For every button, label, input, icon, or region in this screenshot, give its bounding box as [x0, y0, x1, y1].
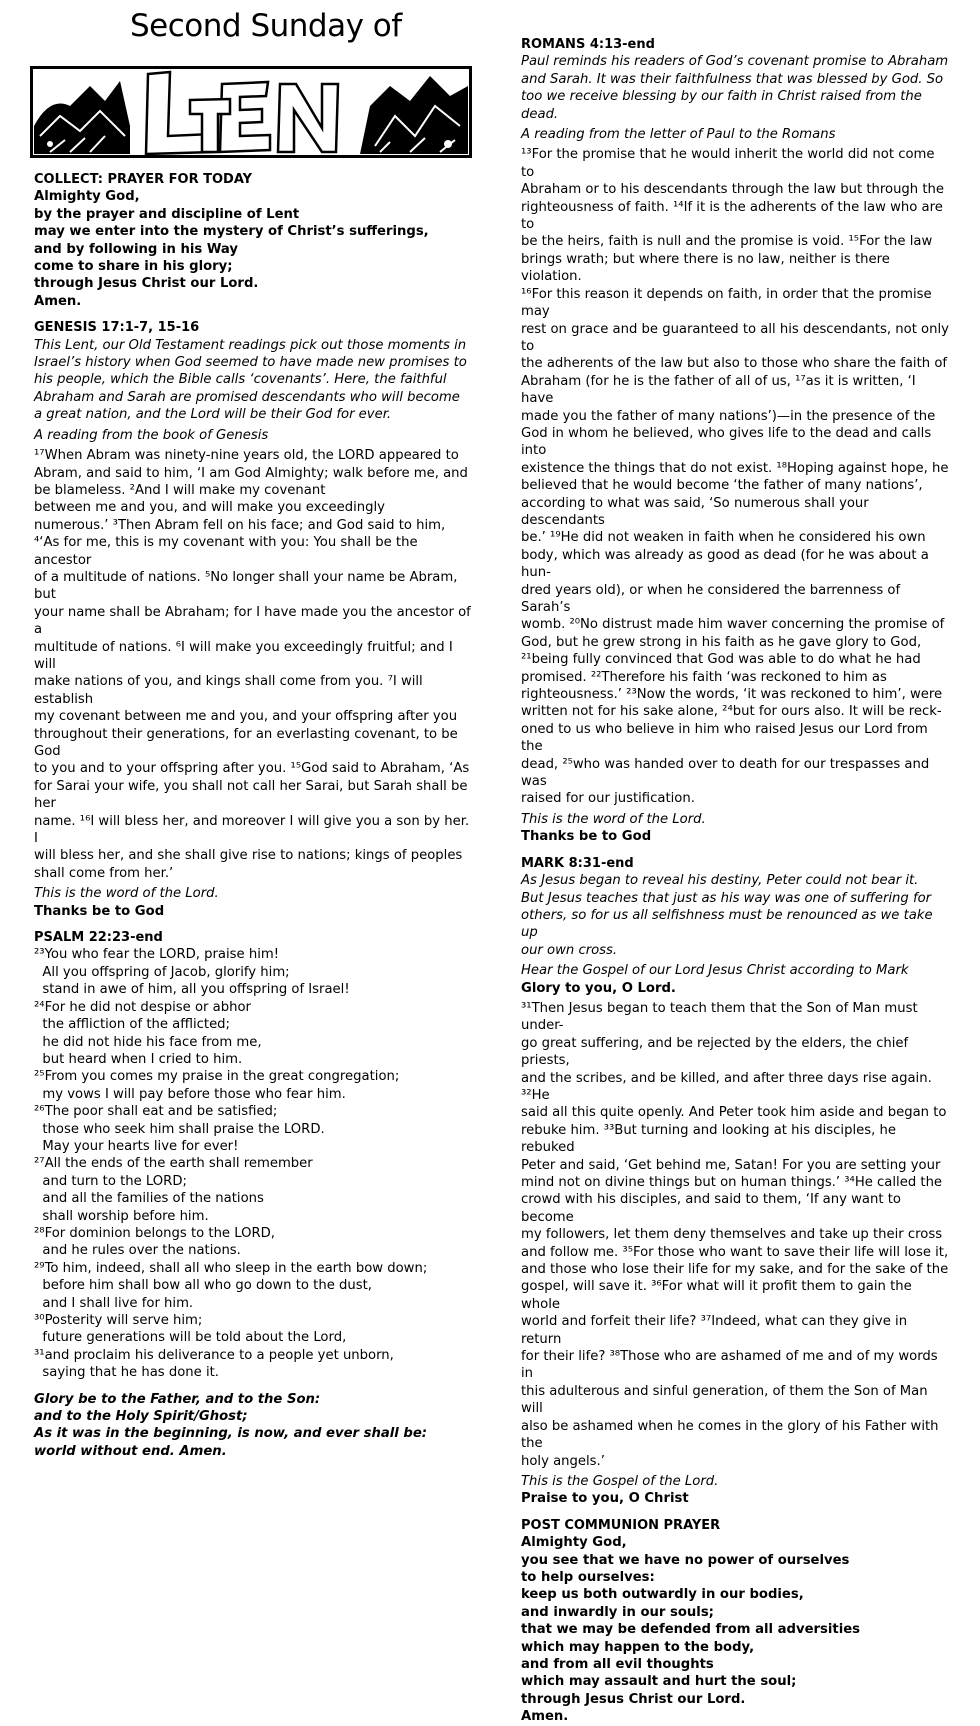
svg-text:LENT: LENT	[32, 56, 35, 57]
right-column	[521, 36, 949, 1726]
mark-closing: This is the Gospel of the Lord.	[521, 1473, 719, 1489]
mark-response: Praise to you, O Christ	[521, 1491, 689, 1507]
collect-heading: COLLECT: PRAYER FOR TODAY	[34, 172, 253, 187]
left-column	[34, 171, 472, 1460]
collect-prayer: Almighty God, by the prayer and discipline of Lent may we enter into the mystery of Christ’s sufferings, and by following in his Way come to share in his glory; through Jesus Christ our Lord. Amen.	[34, 189, 429, 309]
genesis-response: Thanks be to God	[34, 903, 165, 919]
romans-intro: Paul reminds his readers of God’s covenant promise to Abraham and Sarah. It was their faithfulness that was blessed by God. So too we receive blessing by our faith in Christ raised from the dead.	[521, 54, 949, 122]
genesis-intro: This Lent, our Old Testament readings pick out those moments in Israel’s history when God seemed to have made new promises to his people, which the Bible calls ‘covenants’. Here, the faithful Abraham and Sarah are promised descendants who will become a great nation, and the Lord will be their God for ever.	[34, 337, 467, 423]
romans-heading: ROMANS 4:13-end	[521, 37, 655, 52]
mark-acclaim: Glory to you, O Lord.	[521, 980, 676, 996]
genesis-text: ¹⁷When Abram was ninety-nine years old, the LORD appeared to Abram, and said to him, ‘I am God Almighty; walk before me, and be blameless. ²And I will make my covenant between me and you, and will make you exceedingly numerous.’ ³Then Abram fell on his face; and God said to him, ⁴‘As for me, this is my covenant with you: You shall be the ancestor of a multitude of nations. ⁵No longer shall your name be Abram, but your name shall be Abraham; for I have made you the ancestor of a multitude of nations. ⁶I will make you exceedingly fruitful; and I will make nations of you, and kings shall come from you. ⁷I will establish my covenant between me and you, and your offspring after you throughout their generations, for an everlasting covenant, to be God to you and to your offspring after you. ¹⁵God said to Abraham, ‘As for Sarai your wife, you shall not call her Sarai, but Sarah shall be her name. ¹⁶I will bless her, and moreover I will give you a son by her. I will bless her, and she shall give rise to nations; kings of peoples shall come from her.’	[34, 448, 471, 881]
post-communion-prayer: Almighty God, you see that we have no power of ourselves to help ourselves: keep us both outwardly in our bodies, and inwardly in our souls; that we may be defended from all adversities which may happen to the body, and from all evil thoughts which may assault and hurt the soul; through Jesus Christ our Lord. Amen.	[521, 1535, 861, 1725]
lent-banner	[30, 56, 472, 158]
mark-heading: MARK 8:31-end	[521, 855, 634, 871]
mark-intro: As Jesus began to reveal his destiny, Peter could not bear it. But Jesus teaches that just as his way was one of suffering for others, so for us all selfishness must be renounced as we take up our own cross.	[521, 873, 933, 958]
romans-text: ¹³For the promise that he would inherit the world did not come to Abraham or to his descendants through the law but through the righteousness of faith. ¹⁴If it is the adherents of the law who are to be the heirs, faith is null and the promise is void. ¹⁵For the law brings wrath; but where there is no law, neither is there violation. ¹⁶For this reason it depends on faith, in order that the promise may rest on grace and be guaranteed to all his descendants, not only to the adherents of the law but also to those who share the faith of Abraham (for he is the father of all of us, ¹⁷as it is written, ‘I have made you the father of many nations’)—in the presence of the God in whom he believed, who gives life to the dead and calls into existence the things that do not exist. ¹⁸Hoping against hope, he believed that he would become ‘the father of many nations’, according to what was said, ‘So numerous shall your descendants be.’ ¹⁹He did not weaken in faith when he considered his own body, which was already as good as dead (for he was about a hun- dred years old), or when he considered the barrenness of Sarah’s womb. ²⁰No distrust made him waver concerning the promise of God, but he grew strong in his faith as he gave glory to God, ²¹being fully convinced that God was able to do what he had promised. ²²Therefore his faith ‘was reckoned to him as righteousness.’ ²³Now the words, ‘it was reckoned to him’, were written not for his sake alone, ²⁴but for ours also. It will be reck- oned to us who believe in him who raised Jesus our Lord from the dead, ²⁵who was handed over to death for our trespasses and was raised for our justification.	[521, 147, 949, 807]
mark-text: ³¹Then Jesus began to teach them that the Son of Man must under- go great suffering, and be rejected by the elders, the chief priests, and the scribes, and be killed, and after three days rise again. ³²He said all this quite openly. And Peter took him aside and began to rebuke him. ³³But turning and looking at his disciples, he rebuked Peter and said, ‘Get behind me, Satan! For you are setting your mind not on divine things but on human things.’ ³⁴He called the crowd with his disciples, and said to them, ‘If any want to become my followers, let them deny themselves and take up their cross and follow me. ³⁵For those who want to save their life will lose it, and those who lose their life for my sake, and for the sake of the gospel, will save it. ³⁶For what will it profit them to gain the whole world and forfeit their life? ³⁷Indeed, what can they give in return for their life? ³⁸Those who are ashamed of me and of my words in this adulterous and sinful generation, of them the Son of Man will also be ashamed when he comes in the glory of his Father with the holy angels.’	[521, 1000, 949, 1469]
romans-closing: This is the word of the Lord.	[521, 811, 706, 827]
page-title: Second Sunday of	[130, 8, 402, 44]
post-communion-heading: POST COMMUNION PRAYER	[521, 1517, 721, 1533]
psalm-heading: PSALM 22:23-end	[34, 930, 163, 946]
romans-response: Thanks be to God	[521, 829, 652, 845]
genesis-closing: This is the word of the Lord.	[34, 886, 219, 902]
psalm-text: ²³You who fear the LORD, praise him! All you offspring of Jacob, glorify him; stand in awe of him, all you offspring of Israel! ²⁴For he did not despise or abhor the affliction of the afflicted; he did not hide his face from me, but heard when I cried to him. ²⁵From you comes my praise in the great congregation; my vows I will pay before those who fear him. ²⁶The poor shall eat and be satisfied; those who seek him shall praise the LORD. May your hearts live for ever! ²⁷All the ends of the earth shall remember and turn to the LORD; and all the families of the nations shall worship before him. ²⁸For dominion belongs to the LORD, and he rules over the nations. ²⁹To him, indeed, shall all who sleep in the earth bow down; before him shall bow all who go down to the dust, and I shall live for him. ³⁰Posterity will serve him; future generations will be told about the Lord, ³¹and proclaim his deliverance to a people yet unborn, saying that he has done it.	[34, 947, 428, 1381]
gloria: Glory be to the Father, and to the Son: and to the Holy Spirit/Ghost; As it was in the beginning, is now, and ever shall be: world without end. Amen.	[34, 1391, 428, 1459]
mark-announce: Hear the Gospel of our Lord Jesus Christ according to Mark	[521, 963, 909, 979]
genesis-heading: GENESIS 17:1-7, 15-16	[34, 320, 200, 336]
genesis-announce: A reading from the book of Genesis	[34, 427, 269, 443]
romans-announce: A reading from the letter of Paul to the Romans	[521, 127, 836, 143]
